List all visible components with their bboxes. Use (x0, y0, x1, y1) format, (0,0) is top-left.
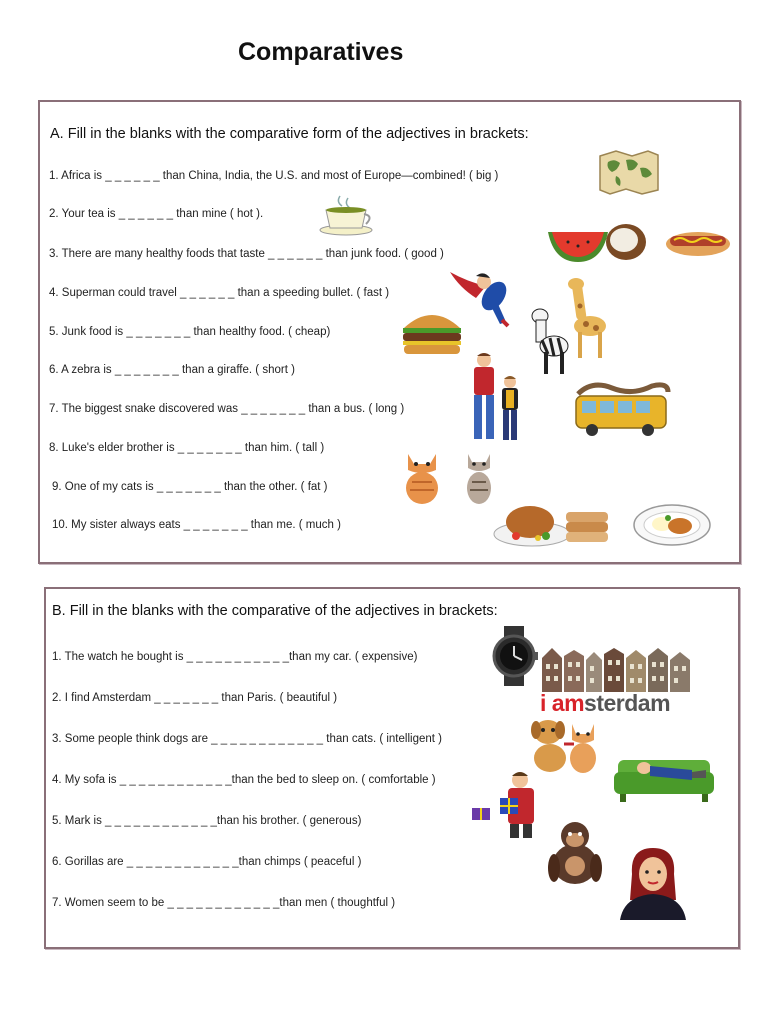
brothers-image (462, 352, 528, 444)
exercise-a-instruction: A. Fill in the blanks with the comparative form of the adjectives in brackets: (50, 126, 529, 142)
page-title: Comparatives (238, 38, 404, 66)
zebra-image (528, 306, 572, 376)
gorilla-image (546, 818, 604, 888)
amsterdam-logo-prefix: i am (540, 690, 585, 716)
dog-cat-image (528, 714, 604, 776)
cats-image (402, 446, 502, 508)
exercise-b-instruction: B. Fill in the blanks with the comparative of the adjectives in brackets: (52, 603, 498, 619)
exercise-b-item: 3. Some people think dogs are _ _ _ _ _ _ _ _ _ _ _ _ than cats. ( intelligent ) (52, 733, 442, 745)
man-gift-image (470, 770, 546, 840)
exercise-a-item: 2. Your tea is _ _ _ _ _ _ than mine ( hot ). (49, 208, 264, 220)
exercise-a-item: 3. There are many healthy foods that taste _ _ _ _ _ _ than junk food. ( good ) (49, 248, 444, 260)
snake-bus-image (572, 378, 672, 438)
exercise-a-item: 6. A zebra is _ _ _ _ _ _ _ than a giraffe. ( short ) (49, 364, 295, 376)
exercise-a-item: 4. Superman could travel _ _ _ _ _ _ than a speeding bullet. ( fast ) (49, 287, 390, 299)
amsterdam-logo-suffix: sterdam (584, 690, 671, 716)
exercise-b-item: 2. I find Amsterdam _ _ _ _ _ _ _ than Paris. ( beautiful ) (52, 692, 338, 704)
hot-dog-image (664, 222, 732, 262)
exercise-b-item: 1. The watch he bought is _ _ _ _ _ _ _ _ _ _ _than my car. ( expensive) (52, 651, 418, 663)
exercise-a-item: 1. Africa is _ _ _ _ _ _ than China, India, the U.S. and most of Europe—combined! ( big ) (49, 170, 499, 182)
watch-image (490, 626, 538, 686)
woman-image (616, 844, 690, 920)
exercise-a-item: 8. Luke's elder brother is _ _ _ _ _ _ _ than him. ( tall ) (49, 442, 325, 454)
amsterdam-logo (540, 690, 670, 717)
watermelon-coconut-image (546, 218, 650, 266)
world-map-image (596, 148, 662, 196)
exercise-a-item: 10. My sister always eats _ _ _ _ _ _ _ than me. ( much ) (52, 519, 341, 531)
burger-image (400, 306, 464, 356)
tea-cup-image (318, 194, 376, 236)
exercise-a-item: 9. One of my cats is _ _ _ _ _ _ _ than the other. ( fat ) (52, 481, 328, 493)
plate-food-image (632, 502, 712, 548)
exercise-a-item: 7. The biggest snake discovered was _ _ _ _ _ _ _ than a bus. ( long ) (49, 403, 405, 415)
exercise-b-item: 4. My sofa is _ _ _ _ _ _ _ _ _ _ _ _than the bed to sleep on. ( comfortable ) (52, 774, 436, 786)
exercise-b-item: 6. Gorillas are _ _ _ _ _ _ _ _ _ _ _ _than chimps ( peaceful ) (52, 856, 362, 868)
roast-dinner-image (492, 494, 612, 550)
sofa-image (612, 748, 716, 804)
exercise-b-item: 7. Women seem to be _ _ _ _ _ _ _ _ _ _ _ _than men ( thoughtful ) (52, 897, 396, 909)
exercise-b-item: 5. Mark is _ _ _ _ _ _ _ _ _ _ _ _than his brother. ( generous) (52, 815, 362, 827)
exercise-a-item: 5. Junk food is _ _ _ _ _ _ _ than healthy food. ( cheap) (49, 326, 331, 338)
amsterdam-houses-image (542, 646, 690, 692)
